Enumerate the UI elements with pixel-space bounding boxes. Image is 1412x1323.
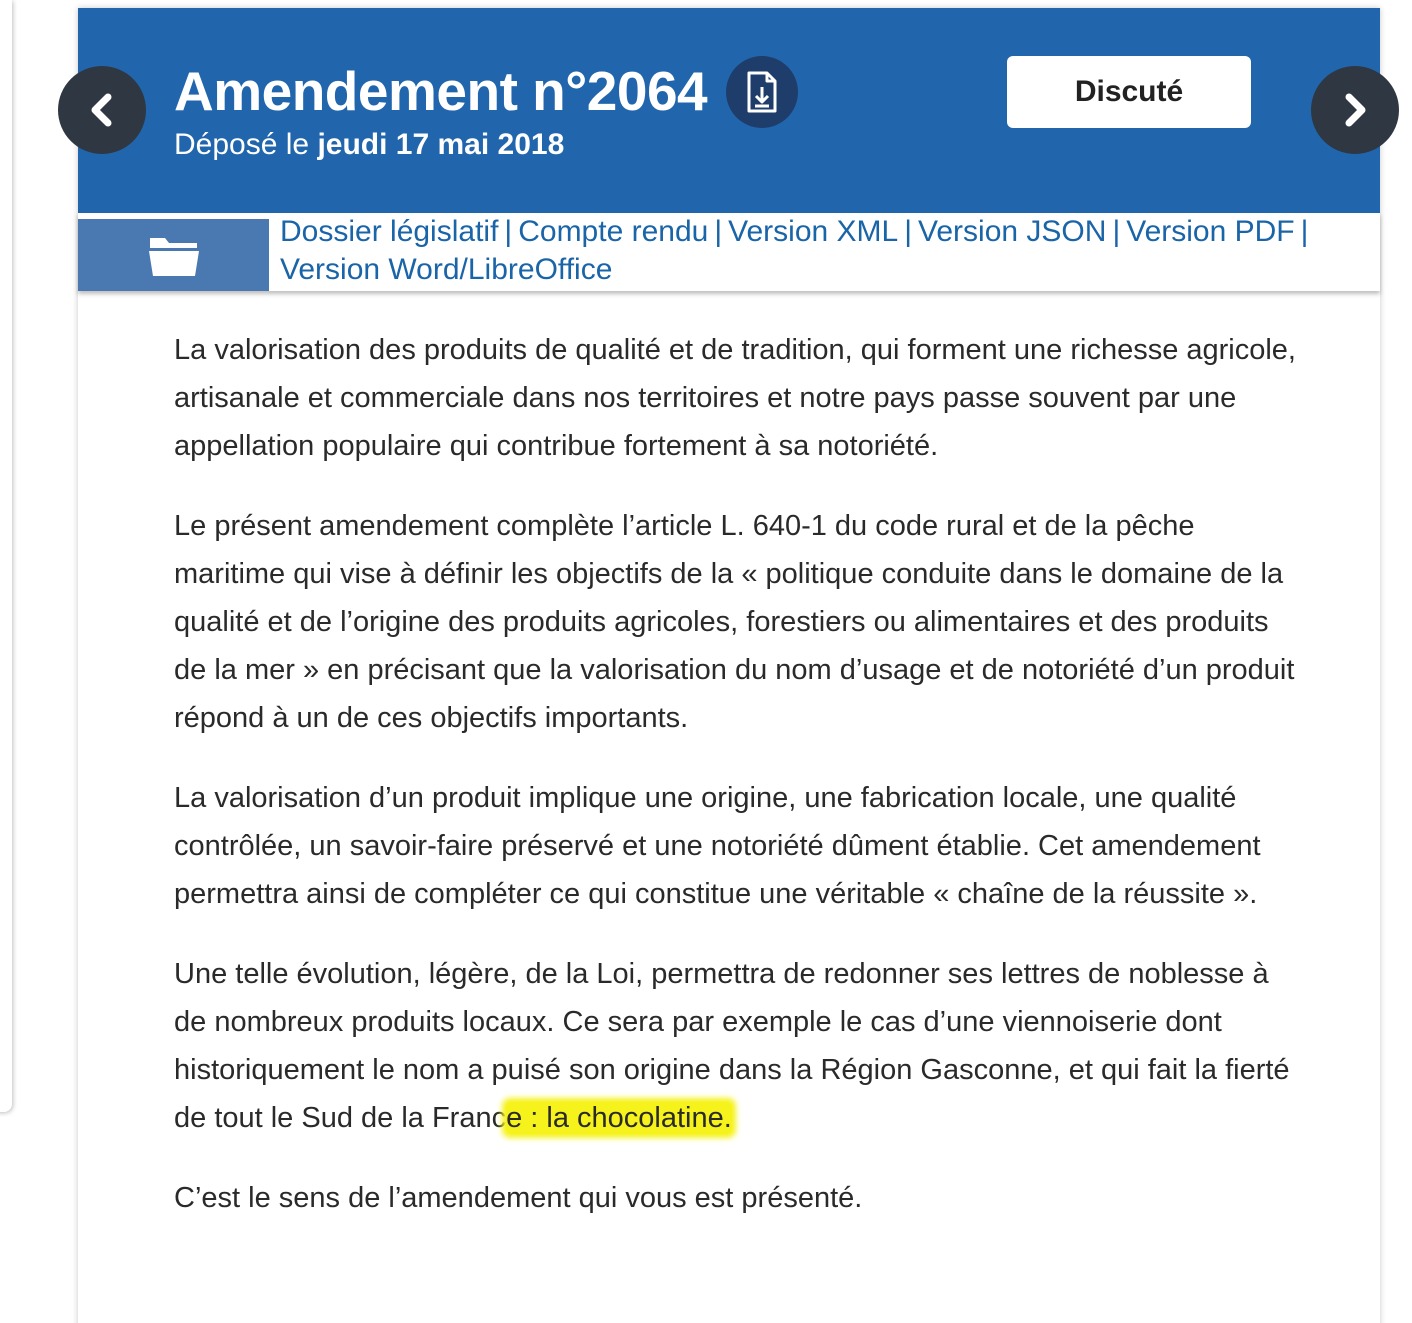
- amendment-header: [78, 8, 1380, 213]
- folder-button[interactable]: [78, 219, 269, 291]
- pdf-download-icon: [745, 71, 779, 113]
- paragraph-5: C’est le sens de l’amendement qui vous est présenté.: [174, 1182, 863, 1214]
- link-compte-rendu[interactable]: Compte rendu: [518, 215, 709, 248]
- link-version-pdf[interactable]: Version PDF: [1126, 215, 1295, 248]
- amendment-card: [78, 8, 1380, 1323]
- deposit-date: jeudi 17 mai 2018: [317, 128, 565, 161]
- highlighted-text: e : la chocolatine.: [506, 1102, 732, 1134]
- pdf-download-button[interactable]: [726, 56, 798, 128]
- link-version-word[interactable]: Version Word/LibreOffice: [280, 253, 613, 286]
- link-dossier-legislatif[interactable]: Dossier législatif: [280, 215, 499, 248]
- deposit-date-line: [174, 128, 564, 162]
- document-links-bar: [78, 213, 1380, 291]
- chevron-left-icon: [87, 93, 117, 127]
- document-links: Dossier législatif | Compte rendu | Version XML | Version JSON | Version PDF | Version Word/LibreOffice: [280, 215, 1309, 286]
- amendment-body: [174, 326, 1299, 1254]
- link-version-json[interactable]: Version JSON: [918, 215, 1107, 248]
- previous-amendment-button[interactable]: [58, 66, 146, 154]
- paragraph-1: La valorisation des produits de qualité et de tradition, qui forment une richesse agricole, artisanale et commerciale dans nos territoires et notre pays passe souvent par une appellation populaire qui contribue fortement à sa notoriété.: [174, 334, 1296, 462]
- amendment-title: Amendement n°2064: [174, 60, 708, 122]
- paragraph-3: La valorisation d’un produit implique une origine, une fabrication locale, une qualité contrôlée, un savoir-faire préservé et une notoriété dûment établie. Cet amendement permettra ainsi de compléter ce qui constitue une véritable « chaîne de la réussite ».: [174, 782, 1261, 910]
- paragraph-2: Le présent amendement complète l’article L. 640-1 du code rural et de la pêche maritime qui vise à définir les objectifs de la « politique conduite dans le domaine de la qualité et de l’origine des produits agricoles, forestiers ou alimentaires et des produits de la mer » en précisant que la valorisation du nom d’usage et de notoriété d’un produit répond à un de ces objectifs importants.: [174, 510, 1295, 734]
- background-card: [0, 0, 12, 1112]
- paragraph-4: [174, 950, 1299, 1142]
- link-version-xml[interactable]: Version XML: [728, 215, 899, 248]
- next-amendment-button[interactable]: [1311, 66, 1399, 154]
- folder-icon: [147, 232, 201, 278]
- deposit-prefix: Déposé le: [174, 128, 310, 161]
- paragraph-4-text: Une telle évolution, légère, de la Loi, permettra de redonner ses lettres de noblesse à de nombreux produits locaux. Ce sera par exemple le cas d’une viennoiserie dont historiquement le nom a puisé son origine dans la Région Gasconne, et qui fait la fierté de tout le Sud de la Franc: [174, 958, 1290, 1134]
- status-button[interactable]: Discuté: [1007, 56, 1251, 128]
- chevron-right-icon: [1340, 93, 1370, 127]
